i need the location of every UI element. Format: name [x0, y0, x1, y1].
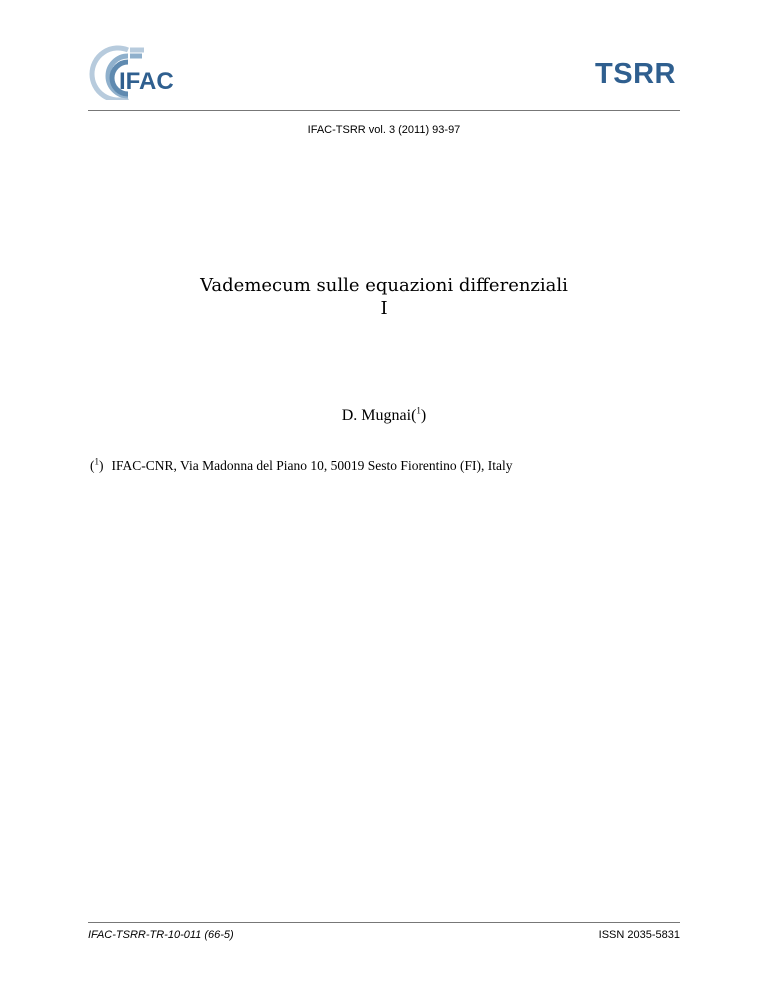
title-line-1: Vademecum sulle equazioni differenziali	[200, 275, 568, 296]
footer-divider	[88, 922, 680, 923]
journal-mark: TSRR	[595, 58, 676, 90]
author-name: D. Mugnai	[341, 407, 412, 424]
affiliation-marker: ($^1$)	[90, 456, 104, 473]
title-line-2: I	[380, 298, 388, 319]
author-line: D. Mugnai($^1$)	[341, 405, 427, 424]
issn: ISSN 2035-5831	[598, 929, 680, 941]
affiliation-text: IFAC-CNR, Via Madonna del Piano 10, 50019 Sesto Fiorentino (FI), Italy	[111, 458, 513, 473]
author-affiliation-ref: 1	[416, 405, 421, 416]
affiliation-ref: 1	[94, 456, 99, 467]
report-id: IFAC-TSRR-TR-10-011 (66-5)	[88, 929, 234, 941]
citation-line: IFAC-TSRR vol. 3 (2011) 93-97	[307, 124, 461, 136]
ifac-logo	[88, 42, 206, 100]
document-title	[0, 274, 768, 320]
svg-text:IFAC: IFAC	[119, 68, 174, 95]
header-divider	[88, 110, 680, 111]
affiliation-line	[90, 458, 513, 474]
